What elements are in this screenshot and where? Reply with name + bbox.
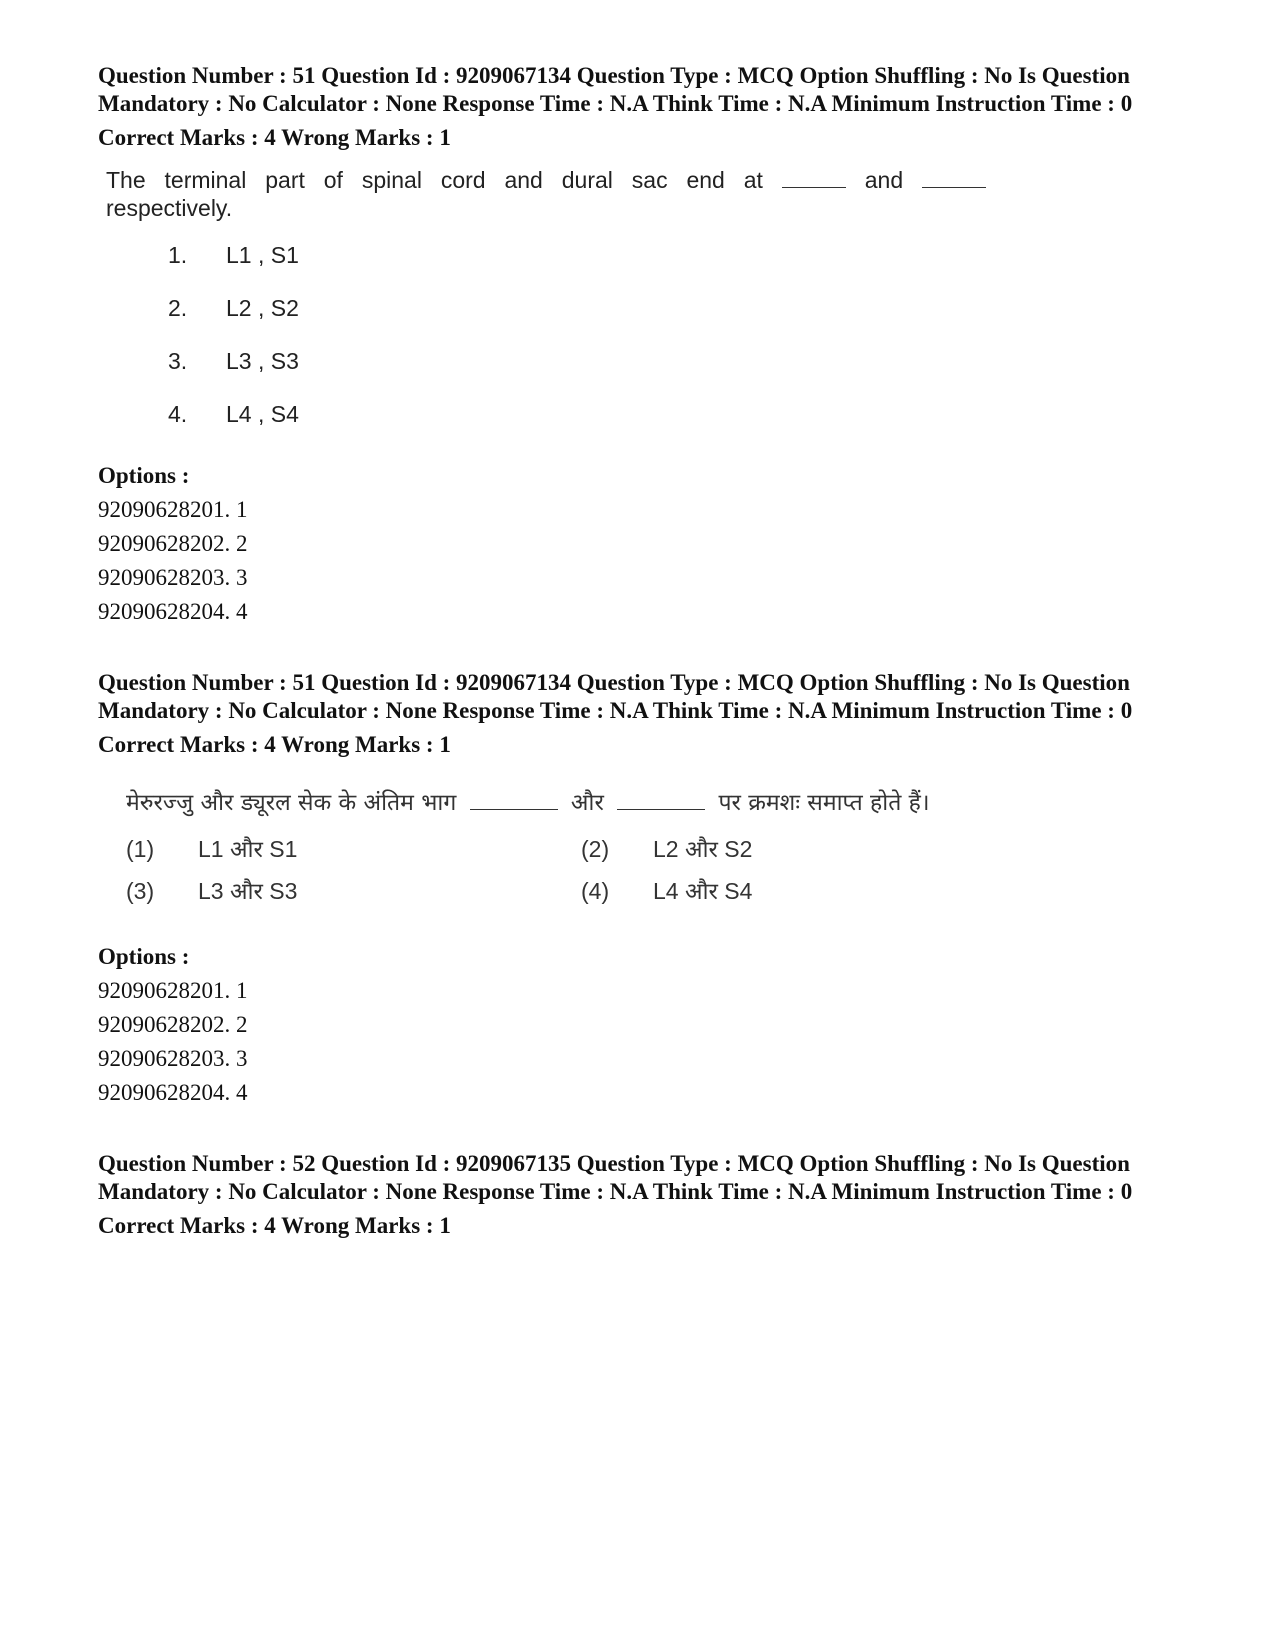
choice-item — [581, 875, 881, 907]
options-heading: Options : — [98, 463, 190, 488]
choice-number: (3) — [126, 878, 155, 904]
choice-item — [126, 833, 581, 865]
choice-text: L3 , S3 — [226, 348, 299, 374]
question-text — [106, 166, 986, 222]
options-list — [98, 974, 1178, 1110]
question-text-part1: The terminal part of spinal cord and dural sac end at — [106, 167, 763, 193]
choice-text: L1 , S1 — [226, 242, 299, 268]
question-text-part1: मेरुरज्जु और ड्यूरल सेक के अंतिम भाग — [126, 790, 457, 816]
question-text-and: और — [570, 790, 604, 816]
answer-blank — [782, 169, 846, 188]
document-page — [98, 62, 1178, 1240]
option-row: 92090628202. 2 — [98, 531, 248, 556]
choice-list — [106, 240, 986, 452]
choice-text: L4 , S4 — [226, 401, 299, 427]
options-heading: Options : — [98, 944, 190, 969]
choice-number: (4) — [581, 878, 610, 904]
option-row: 92090628204. 4 — [98, 599, 248, 624]
question-text-part2: पर क्रमशः समाप्त होते हैं। — [718, 790, 930, 816]
question-image-hindi — [126, 787, 966, 907]
section-spacer — [98, 1110, 1178, 1150]
choice-number: (1) — [126, 836, 155, 862]
choice-item — [126, 875, 581, 907]
choice-number: 1. — [168, 242, 188, 268]
option-row: 92090628201. 1 — [98, 497, 248, 522]
choice-number: 2. — [168, 295, 188, 321]
question-marks: Correct Marks : 4 Wrong Marks : 1 — [98, 125, 451, 150]
choice-text: L3 और S3 — [198, 878, 298, 904]
options-list — [98, 493, 1178, 629]
question-marks: Correct Marks : 4 Wrong Marks : 1 — [98, 1213, 451, 1238]
choice-number: 3. — [168, 348, 188, 374]
choice-text: L2 , S2 — [226, 295, 299, 321]
question-block-51-hindi — [98, 669, 1178, 1110]
choice-item — [168, 293, 986, 346]
option-row: 92090628204. 4 — [98, 1080, 248, 1105]
choice-item — [168, 399, 986, 452]
question-image-english — [106, 166, 986, 452]
answer-blank — [922, 169, 986, 188]
choice-text: L1 और S1 — [198, 836, 298, 862]
choice-grid — [126, 833, 966, 907]
choice-item — [168, 346, 986, 399]
answer-blank — [617, 789, 705, 810]
choice-item — [581, 833, 881, 865]
question-meta: Question Number : 51 Question Id : 9209067134 Question Type : MCQ Option Shuffling : No Is Question Mandatory : No Calculator : None Response Time : N.A Think Time : N.A Minimum Instruction Time : 0 — [98, 63, 1133, 116]
option-row: 92090628202. 2 — [98, 1012, 248, 1037]
choice-text: L2 और S2 — [653, 836, 753, 862]
choice-number: 4. — [168, 401, 188, 427]
option-row: 92090628203. 3 — [98, 1046, 248, 1071]
choice-item — [168, 240, 986, 293]
question-block-52 — [98, 1150, 1178, 1240]
section-spacer — [98, 629, 1178, 669]
question-meta: Question Number : 51 Question Id : 9209067134 Question Type : MCQ Option Shuffling : No Is Question Mandatory : No Calculator : None Response Time : N.A Think Time : N.A Minimum Instruction Time : 0 — [98, 670, 1133, 723]
question-marks: Correct Marks : 4 Wrong Marks : 1 — [98, 732, 451, 757]
question-block-51-english — [98, 62, 1178, 629]
choice-number: (2) — [581, 836, 610, 862]
option-row: 92090628201. 1 — [98, 978, 248, 1003]
choice-text: L4 और S4 — [653, 878, 753, 904]
question-text — [126, 787, 966, 819]
question-meta: Question Number : 52 Question Id : 9209067135 Question Type : MCQ Option Shuffling : No Is Question Mandatory : No Calculator : None Response Time : N.A Think Time : N.A Minimum Instruction Time : 0 — [98, 1151, 1133, 1204]
question-text-and: and — [864, 167, 904, 193]
answer-blank — [470, 789, 558, 810]
question-text-part2: respectively. — [106, 195, 233, 221]
option-row: 92090628203. 3 — [98, 565, 248, 590]
